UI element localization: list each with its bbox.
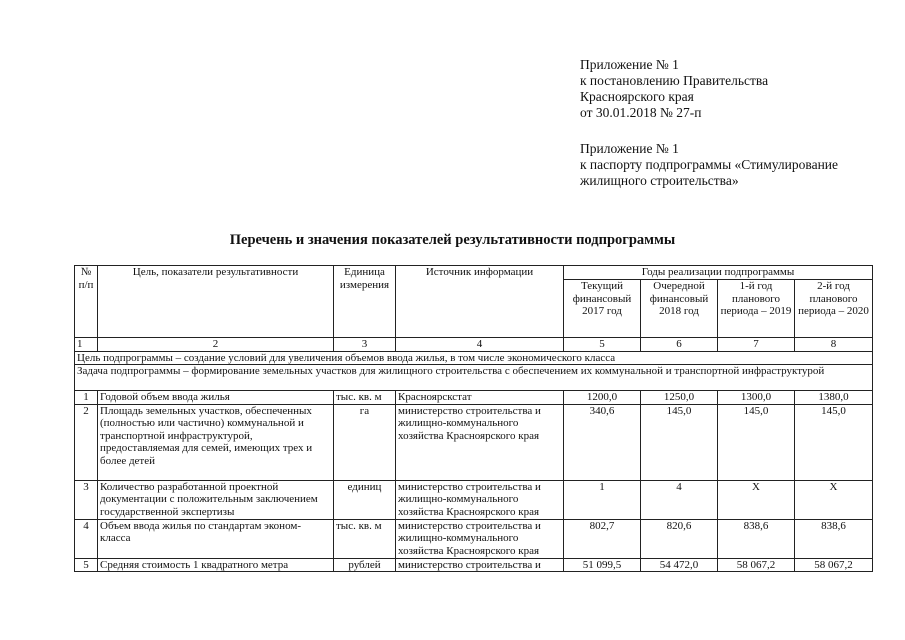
row-source: министерство строительства и жилищно-коммунального хозяйства Красноярского края [396,480,564,519]
appendix-line: от 30.01.2018 № 27-п [580,105,702,120]
colnum-cell: 3 [334,338,396,352]
indicators-table [74,265,873,572]
row-value-2019: X [718,480,795,519]
row-indicator: Количество разработанной проектной документации с положительным заключением государственной экспертизы [98,480,334,519]
row-value-2017: 802,7 [564,519,641,558]
row-number: 5 [75,558,98,572]
appendix-line: Приложение № 1 [580,141,679,156]
row-value-2020: 838,6 [795,519,873,558]
row-unit: тыс. кв. м [334,519,396,558]
row-number: 2 [75,404,98,480]
row-value-2020: 58 067,2 [795,558,873,572]
row-source: Красноярскстат [396,391,564,405]
row-value-2017: 1 [564,480,641,519]
row-source: министерство строительства и [396,558,564,572]
row-source: министерство строительства и жилищно-коммунального хозяйства Красноярского края [396,404,564,480]
appendix-line: жилищного строительства» [580,173,739,188]
row-unit: тыс. кв. м [334,391,396,405]
document-title: Перечень и значения показателей результативности подпрограммы [229,232,676,248]
row-indicator: Годовой объем ввода жилья [98,391,334,405]
table-row [75,558,873,572]
colnum-cell: 5 [564,338,641,352]
task-row: Задача подпрограммы – формирование земельных участков для жилищного строительства с обеспечением их коммунальной и транспортной инфраструктурой [75,365,873,391]
row-value-2018: 145,0 [641,404,718,480]
row-unit: га [334,404,396,480]
colnum-cell: 1 [75,338,98,352]
table-row [75,404,873,480]
row-number: 4 [75,519,98,558]
appendix-line: к паспорту подпрограммы «Стимулирование [580,157,839,172]
column-number-row [75,338,873,352]
table-row [75,391,873,405]
row-indicator: Объем ввода жилья по стандартам эконом-класса [98,519,334,558]
row-number: 3 [75,480,98,519]
header-year-2018: Очередной финансовый 2018 год [641,280,718,338]
row-source: министерство строительства и жилищно-коммунального хозяйства Красноярского края [396,519,564,558]
table-row [75,480,873,519]
header-years-group: Годы реализации подпрограммы [564,266,873,280]
row-number: 1 [75,391,98,405]
row-value-2018: 54 472,0 [641,558,718,572]
table-row [75,519,873,558]
row-value-2017: 51 099,5 [564,558,641,572]
colnum-cell: 7 [718,338,795,352]
header-num: № п/п [75,266,98,338]
row-unit: рублей [334,558,396,572]
header-year-2017: Текущий финансовый 2017 год [564,280,641,338]
row-value-2019: 1300,0 [718,391,795,405]
header-year-2020: 2-й год планового периода – 2020 [795,280,873,338]
header-goal: Цель, показатели результативности [98,266,334,338]
colnum-cell: 4 [396,338,564,352]
row-value-2017: 340,6 [564,404,641,480]
colnum-cell: 2 [98,338,334,352]
appendix-line: к постановлению Правительства [580,73,769,88]
colnum-cell: 8 [795,338,873,352]
row-value-2019: 145,0 [718,404,795,480]
row-value-2018: 4 [641,480,718,519]
appendix-line: Красноярского края [580,89,694,104]
header-source: Источник информации [396,266,564,338]
row-value-2018: 1250,0 [641,391,718,405]
goal-row: Цель подпрограммы – создание условий для увеличения объемов ввода жилья, в том числе экономического класса [75,351,873,365]
appendix-block-passport [580,141,838,189]
appendix-line: Приложение № 1 [580,57,679,72]
row-value-2019: 838,6 [718,519,795,558]
appendix-block-resolution [580,57,768,121]
row-value-2020: 1380,0 [795,391,873,405]
row-indicator: Средняя стоимость 1 квадратного метра [98,558,334,572]
row-indicator: Площадь земельных участков, обеспеченных (полностью или частично) коммунальной и транспортной инфраструктурой, предоставляемая для семей, имеющих трех и более детей [98,404,334,480]
row-value-2018: 820,6 [641,519,718,558]
row-unit: единиц [334,480,396,519]
colnum-cell: 6 [641,338,718,352]
row-value-2017: 1200,0 [564,391,641,405]
row-value-2020: X [795,480,873,519]
row-value-2020: 145,0 [795,404,873,480]
header-unit: Единица измерения [334,266,396,338]
header-year-2019: 1-й год планового периода – 2019 [718,280,795,338]
row-value-2019: 58 067,2 [718,558,795,572]
